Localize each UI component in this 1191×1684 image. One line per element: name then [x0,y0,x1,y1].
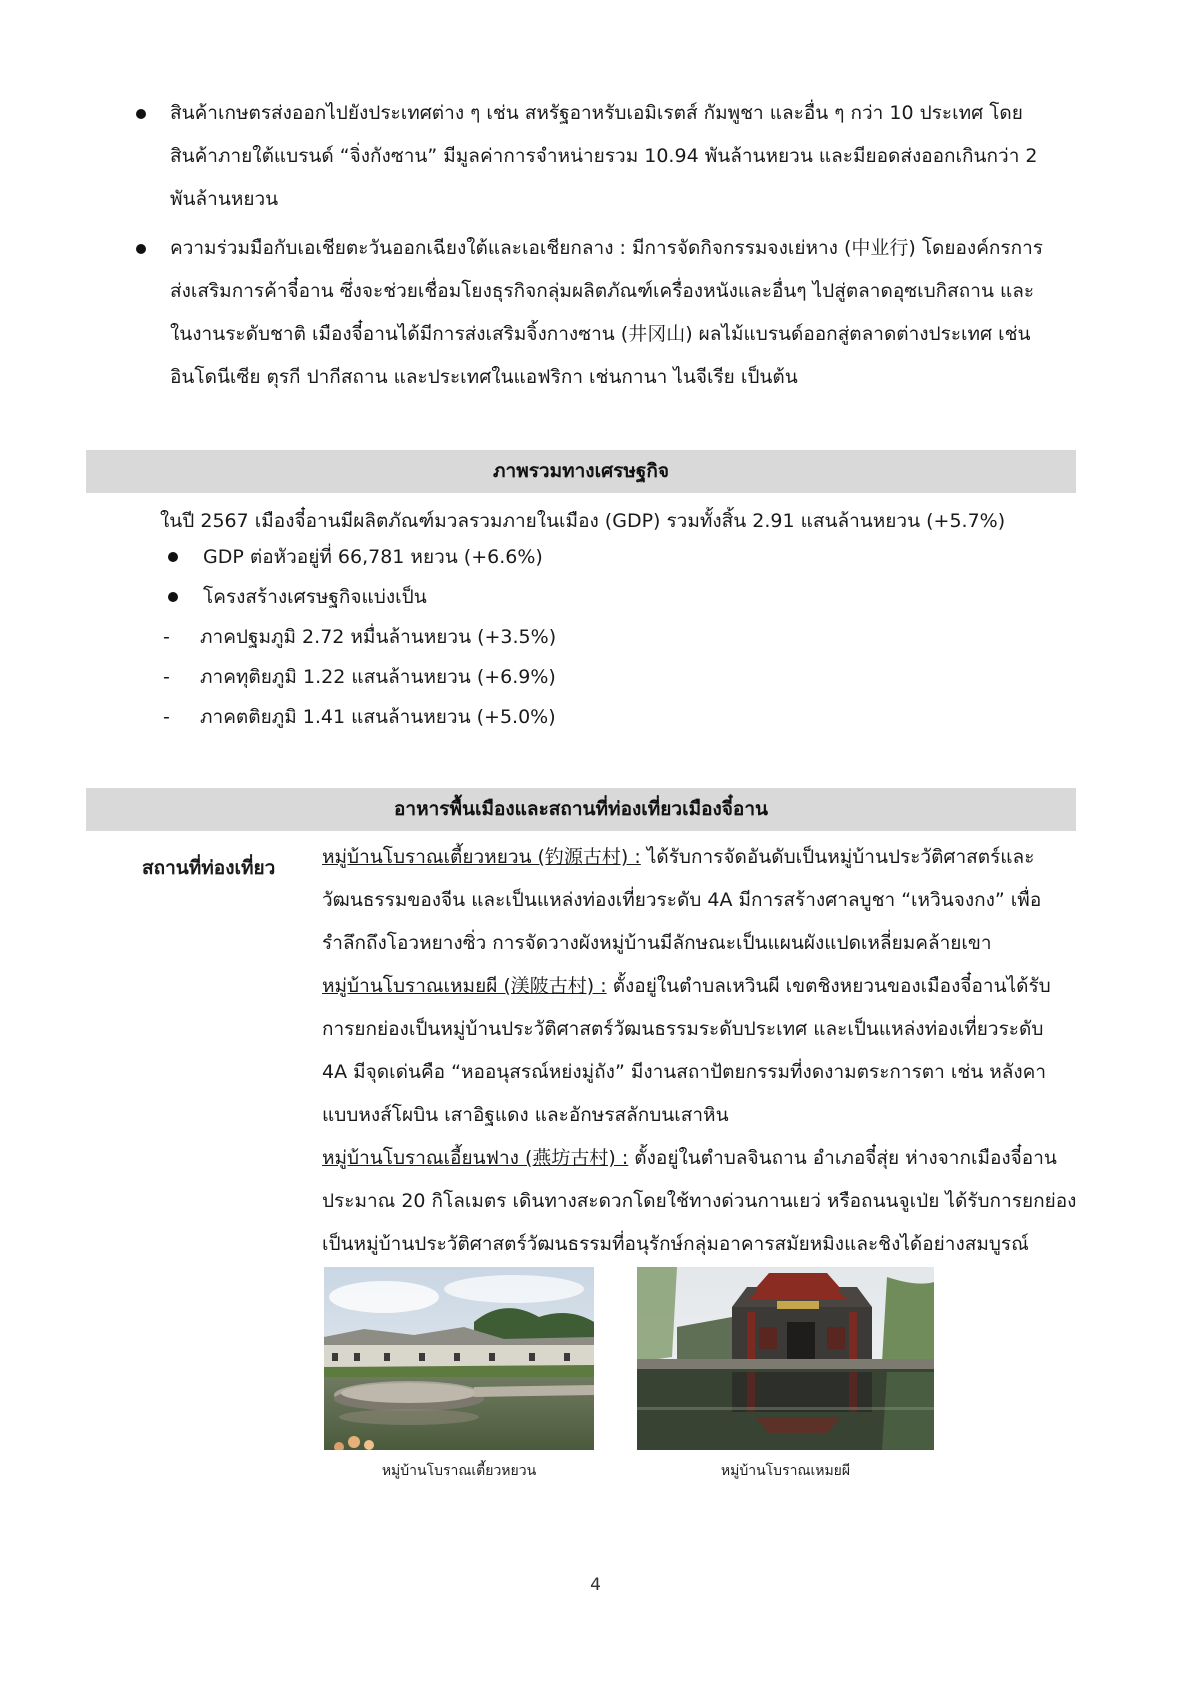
attraction-yanfang [322,1137,1082,1266]
page-number: 4 [590,1575,601,1595]
text-line [322,965,1082,1008]
section-heading-attractions: อาหารพื้นเมืองและสถานที่ท่องเที่ยวเมืองจี๋อาน [86,788,1076,831]
text-line: ส่งเสริมการค้าจี๋อาน ซึ่งจะช่วยเชื่อมโยงธุรกิจกลุ่มผลิตภัณฑ์เครื่องหนังและอื่นๆ ไปสู่ตลาดอุซเบกิสถาน และ [170,280,1035,302]
photo-diaoyuan-village [324,1267,594,1450]
attraction-diaoyuan [322,836,1082,965]
bullet-item-exports [130,92,1090,221]
text-line: สินค้าภายใต้แบรนด์ “จิ่งกังซาน” มีมูลค่าการจำหน่ายรวม 10.94 พันล้านหยวน และมียอดส่งออกเกินกว่า 2 [170,145,1038,167]
bullet-icon [168,552,178,562]
attraction-text: ตั้งอยู่ในตำบลจินถาน อำเภอจี๋สุ่ย ห่างจากเมืองจี๋อาน [628,1147,1057,1169]
economy-bullet-gdp-per-capita: GDP ต่อหัวอยู่ที่ 66,781 หยวน (+6.6%) [203,546,543,568]
dash-marker: - [163,706,170,728]
text-line: รำลึกถึงโอวหยางซิ่ว การจัดวางผังหมู่บ้านมีลักษณะเป็นแผนผังแปดเหลี่ยมคล้ายเขา [322,932,992,954]
bullet-icon [136,109,146,119]
attractions-body [322,836,1082,1266]
attraction-text: ได้รับการจัดอันดับเป็นหมู่บ้านประวัติศาสตร์และ [640,846,1035,868]
attraction-title: หมู่บ้านโบราณเหมยผี (渼陂古村) : [322,975,607,997]
economy-intro: ในปี 2567 เมืองจี๋อานมีผลิตภัณฑ์มวลรวมภายในเมือง (GDP) รวมทั้งสิ้น 2.91 แสนล้านหยวน (+5.7%) [160,510,1006,532]
text-line: แบบหงส์โผบิน เสาอิฐแดง และอักษรสลักบนเสาหิน [322,1104,729,1126]
text-line: การยกย่องเป็นหมู่บ้านประวัติศาสตร์วัฒนธรรมระดับประเทศ และเป็นแหล่งท่องเที่ยวระดับ [322,1018,1044,1040]
text-line: ประมาณ 20 กิโลเมตร เดินทางสะดวกโดยใช้ทางด่วนกานเยว่ หรือถนนจูเป่ย ได้รับการยกย่อง [322,1190,1077,1212]
dash-marker: - [163,666,170,688]
attraction-meipi [322,965,1082,1137]
text-line: เป็นหมู่บ้านประวัติศาสตร์วัฒนธรรมที่อนุรักษ์กลุ่มอาคารสมัยหมิงและชิงได้อย่างสมบูรณ์ [322,1233,1029,1255]
text-line: พันล้านหยวน [170,188,279,210]
text-line: สินค้าเกษตรส่งออกไปยังประเทศต่าง ๆ เช่น สหรัฐอาหรับเอมิเรตส์ กัมพูชา และอื่น ๆ กว่า 10 ประเทศ โดย [170,102,1023,124]
bullet-icon [136,244,146,254]
text-line: 4A มีจุดเด่นคือ “หออนุสรณ์หย่งมู่ถัง” มีงานสถาปัตยกรรมที่งดงามตระการตา เช่น หลังคา [322,1061,1047,1083]
dash-marker: - [163,626,170,648]
bullet-icon [168,592,178,602]
attractions-label: สถานที่ท่องเที่ยว [142,857,276,879]
attraction-text: ตั้งอยู่ในตำบลเหวินผี เขตชิงหยวนของเมืองจี๋อานได้รับ [606,975,1051,997]
sector-primary: ภาคปฐมภูมิ 2.72 หมื่นล้านหยวน (+3.5%) [200,626,557,648]
text-line: วัฒนธรรมของจีน และเป็นแหล่งท่องเที่ยวระดับ 4A มีการสร้างศาลบูชา “เหวินจงกง” เพื่อ [322,889,1042,911]
export-bullet-list [130,92,1090,399]
text-line [322,1137,1082,1180]
photo-meipi-village [637,1267,934,1450]
text-line: ความร่วมมือกับเอเชียตะวันออกเฉียงใต้และเอเชียกลาง : มีการจัดกิจกรรมจงเย่หาง (中业行) โดยองค์กรการ [170,237,1044,259]
sector-secondary: ภาคทุติยภูมิ 1.22 แสนล้านหยวน (+6.9%) [200,666,556,688]
section-heading-economy: ภาพรวมทางเศรษฐกิจ [86,450,1076,493]
attraction-title: หมู่บ้านโบราณเตี้ยวหยวน (钓源古村) : [322,846,641,868]
text-line: ในงานระดับชาติ เมืองจี๋อานได้มีการส่งเสริมจิ้งกางซาน (井冈山) ผลไม้แบรนด์ออกสู่ตลาดต่างประเทศ เช่น [170,323,1031,345]
photo-caption: หมู่บ้านโบราณเหมยผี [720,1463,851,1479]
economy-bullet-structure: โครงสร้างเศรษฐกิจแบ่งเป็น [203,586,427,608]
bullet-item-cooperation [130,227,1090,399]
text-line [322,836,1082,879]
photo-caption: หมู่บ้านโบราณเตี้ยวหยวน [381,1463,537,1479]
attraction-title: หมู่บ้านโบราณเอี้ยนฟาง (燕坊古村) : [322,1147,629,1169]
text-line: อินโดนีเซีย ตุรกี ปากีสถาน และประเทศในแอฟริกา เช่นกานา ไนจีเรีย เป็นต้น [170,366,798,388]
sector-tertiary: ภาคตติยภูมิ 1.41 แสนล้านหยวน (+5.0%) [200,706,556,728]
